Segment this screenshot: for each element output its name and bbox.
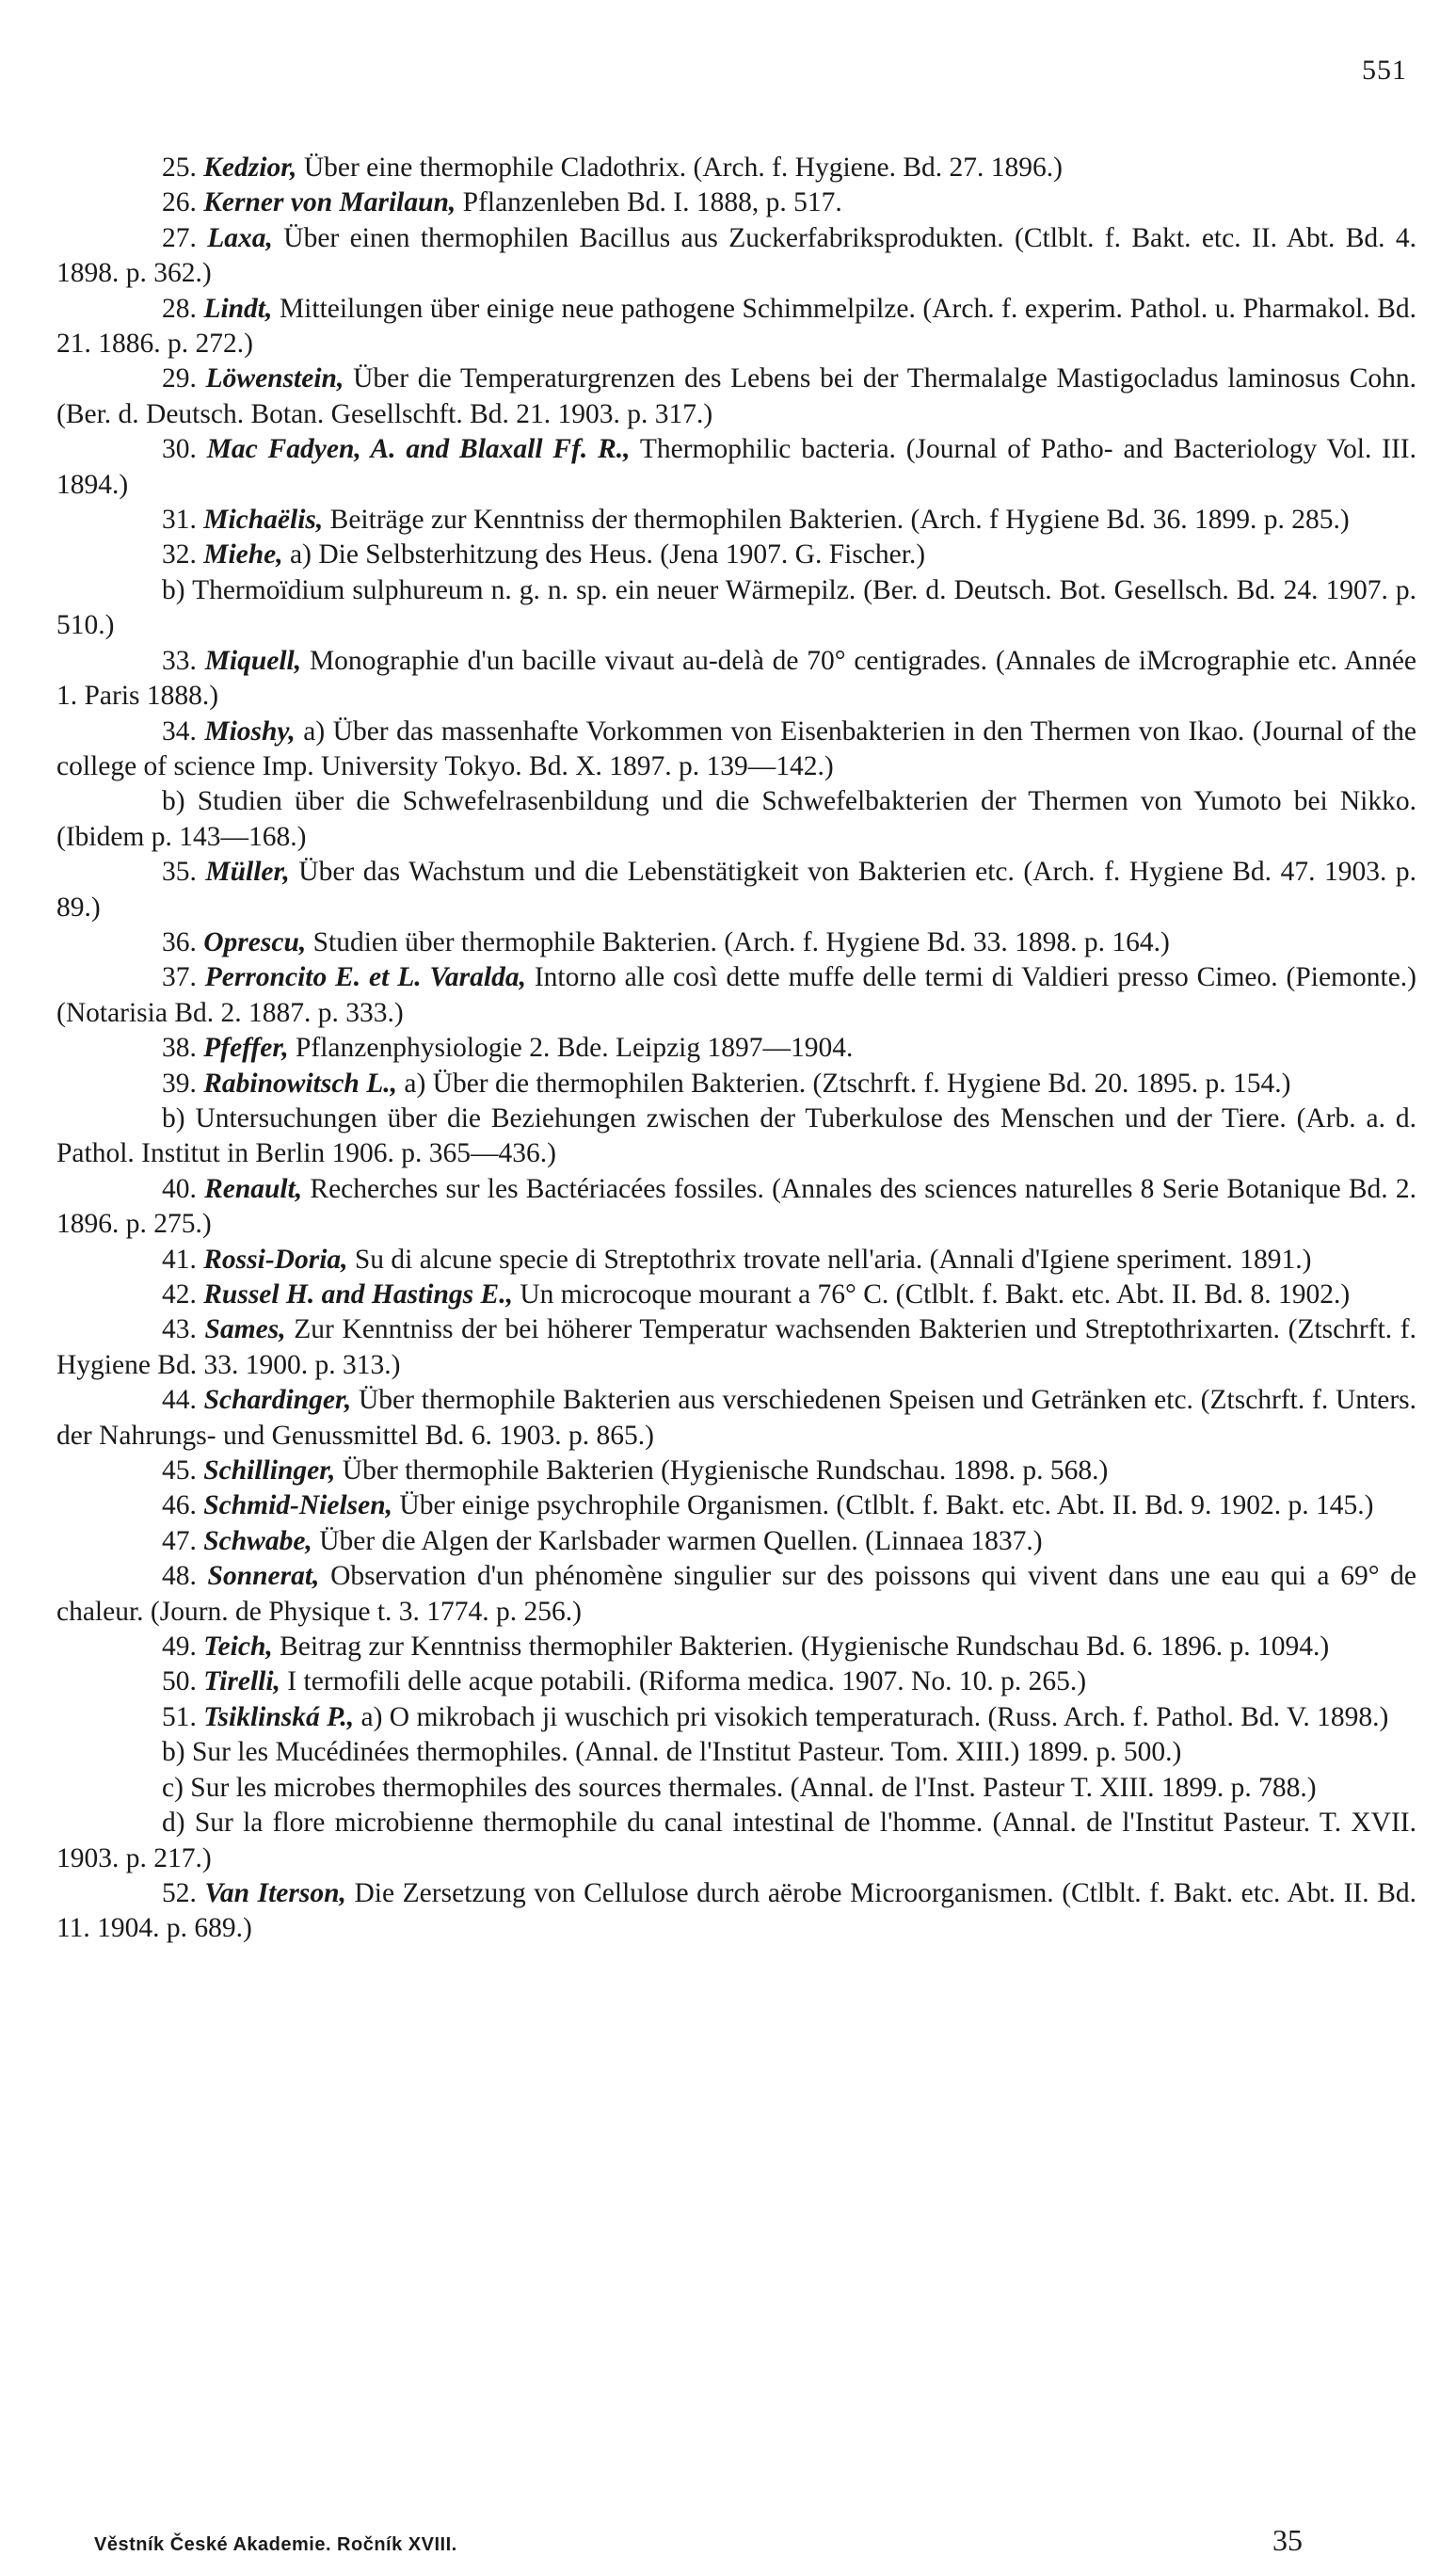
entry-number: 35. <box>162 857 197 888</box>
entry-text: I termofili delle acque potabili. (Riforma medica. 1907. No. 10. p. 265.) <box>280 1666 1087 1697</box>
entry-author: Tirelli, <box>203 1666 280 1697</box>
entry-text: Über thermophile Bakterien aus verschiedenen Speisen und Getränken etc. (Ztschrft. f. Unters. der Nahrungs- und Genussmittel Bd. 6. 1903. p. 865.) <box>56 1385 1416 1451</box>
entry-text: a) Über die thermophilen Bakterien. (Ztschrft. f. Hygiene Bd. 20. 1895. p. 154.) <box>396 1068 1291 1099</box>
bibliography-entry <box>56 1700 1416 1735</box>
bibliography-entry <box>56 362 1416 432</box>
entry-text: Über eine thermophile Cladothrix. (Arch. f. Hygiene. Bd. 27. 1896.) <box>296 153 1063 183</box>
entry-number: 26. <box>162 187 197 218</box>
entry-number: 44. <box>162 1385 197 1416</box>
bibliography-entry <box>56 1383 1416 1454</box>
entry-text: a) Über das massenhafte Vorkommen von Eisenbakterien in den Thermen von Ikao. (Journal of the college of science Imp. University Tokyo. Bd. X. 1897. p. 139—142.) <box>56 715 1417 781</box>
entry-text: Über die Algen der Karlsbader warmen Quellen. (Linnaea 1837.) <box>312 1525 1043 1556</box>
entry-text: b) Sur les Mucédinées thermophiles. (Annal. de l'Institut Pasteur. Tom. XIII.) 1899. p. 500.) <box>162 1737 1182 1768</box>
entry-author: Miehe, <box>203 539 283 571</box>
bibliography-entry <box>56 1243 1416 1278</box>
bibliography-subentry <box>56 1806 1416 1876</box>
bibliography-list <box>56 151 1416 1947</box>
entry-author: Miquell, <box>204 645 302 676</box>
entry-text: Pflanzenphysiologie 2. Bde. Leipzig 1897—1904. <box>288 1033 854 1064</box>
entry-author: Schwabe, <box>203 1525 312 1556</box>
entry-author: Sonnerat, <box>207 1561 320 1592</box>
entry-author: Lindt, <box>203 293 273 324</box>
bibliography-entry <box>56 221 1416 292</box>
entry-author: Sames, <box>204 1314 286 1345</box>
signature-mark: 35 <box>1272 2523 1303 2557</box>
entry-text: Über das Wachstum und die Lebenstätigkeit von Bakterien etc. (Arch. f. Hygiene Bd. 47. 1903. p. 89.) <box>56 857 1417 923</box>
entry-number: 29. <box>162 363 197 394</box>
bibliography-entry <box>56 538 1416 572</box>
entry-number: 48. <box>162 1561 197 1592</box>
bibliography-entry <box>56 1031 1416 1066</box>
entry-number: 30. <box>162 434 197 465</box>
entry-text: Über einige psychrophile Organismen. (Ctlblt. f. Bakt. etc. Abt. II. Bd. 9. 1902. p. 145.) <box>392 1490 1374 1521</box>
entry-author: Mioshy, <box>204 715 296 747</box>
entry-text: Monographie d'un bacille vivaut au-delà de 70° centigrades. (Annales de iMcrographie etc. Année 1. Paris 1888.) <box>56 645 1417 712</box>
entry-number: 28. <box>162 293 197 324</box>
entry-author: Michaëlis, <box>203 505 324 536</box>
entry-author: Rossi-Doria, <box>203 1244 348 1275</box>
bibliography-entry <box>56 1664 1416 1699</box>
entry-text: d) Sur la flore microbienne thermophile du canal intestinal de l'homme. (Annal. de l'Institut Pasteur. T. XVII. 1903. p. 217.) <box>56 1808 1416 1873</box>
entry-number: 39. <box>162 1068 197 1099</box>
entry-number: 36. <box>162 926 197 957</box>
entry-number: 43. <box>162 1314 197 1345</box>
bibliography-entry <box>56 1454 1416 1488</box>
entry-author: Renault, <box>204 1173 303 1204</box>
entry-number: 34. <box>162 715 197 747</box>
entry-text: Über die Temperaturgrenzen des Lebens bei der Thermalalge Mastigocladus laminosus Cohn. (Ber. d. Deutsch. Botan. Gesellschft. Bd. 21. 1903. p. 317.) <box>56 363 1417 429</box>
bibliography-subentry <box>56 1771 1416 1806</box>
bibliography-entry <box>56 855 1416 925</box>
entry-number: 40. <box>162 1173 197 1204</box>
bibliography-entry <box>56 925 1416 960</box>
entry-author: Müller, <box>205 857 290 888</box>
entry-text: Über einen thermophilen Bacillus aus Zuckerfabriksprodukten. (Ctlblt. f. Bakt. etc. II. Abt. Bd. 4. 1898. p. 362.) <box>56 222 1417 289</box>
bibliography-entry <box>56 1524 1416 1559</box>
entry-text: Mitteilungen über einige neue pathogene Schimmelpilze. (Arch. f. experim. Pathol. u. Pharmakol. Bd. 21. 1886. p. 272.) <box>56 293 1417 360</box>
bibliography-subentry <box>56 784 1416 855</box>
entry-author: Kerner von Marilaun, <box>203 187 456 218</box>
entry-text: Beiträge zur Kenntniss der thermophilen Bakterien. (Arch. f Hygiene Bd. 36. 1899. p. 285.) <box>323 505 1350 536</box>
entry-author: Russel H. and Hastings E., <box>203 1279 513 1310</box>
page-number: 551 <box>1362 55 1407 86</box>
entry-author: Schillinger, <box>203 1455 336 1487</box>
entry-number: 25. <box>162 153 197 183</box>
bibliography-entry <box>56 292 1416 362</box>
entry-author: Tsiklinská P., <box>203 1701 355 1732</box>
entry-number: 31. <box>162 505 197 536</box>
entry-text: Über thermophile Bakterien (Hygienische Rundschau. 1898. p. 568.) <box>335 1455 1109 1487</box>
entry-number: 52. <box>162 1877 197 1908</box>
entry-text: Intorno alle così dette muffe delle termi di Valdieri presso Cimeo. (Piemonte.) (Notarisia Bd. 2. 1887. p. 333.) <box>56 962 1416 1028</box>
bibliography-entry <box>56 960 1416 1031</box>
entry-text: a) O mikrobach ji wuschich pri visokich temperaturach. (Russ. Arch. f. Pathol. Bd. V. 1898.) <box>354 1701 1389 1732</box>
entry-number: 37. <box>162 962 197 993</box>
entry-text: Observation d'un phénomène singulier sur des poissons qui vivent dans une eau qui a 69° de chaleur. (Journ. de Physique t. 3. 1774. p. 256.) <box>56 1561 1416 1627</box>
entry-text: b) Thermoïdium sulphureum n. g. n. sp. ein neuer Wärmepilz. (Ber. d. Deutsch. Bot. Gesellsch. Bd. 24. 1907. p. 510.) <box>56 574 1416 641</box>
entry-author: Perroncito E. et L. Varalda, <box>204 962 526 993</box>
entry-number: 42. <box>162 1279 197 1310</box>
entry-text: b) Studien über die Schwefelrasenbildung und die Schwefelbakterien der Thermen von Yumoto bei Nikko. (Ibidem p. 143—168.) <box>56 786 1416 852</box>
entry-author: Schmid-Nielsen, <box>203 1490 393 1521</box>
entry-number: 33. <box>162 645 197 676</box>
entry-number: 50. <box>162 1666 197 1697</box>
entry-text: Thermophilic bacteria. (Journal of Patho- and Bacteriology Vol. III. 1894.) <box>56 434 1417 500</box>
bibliography-entry <box>56 432 1416 503</box>
bibliography-entry <box>56 1278 1416 1312</box>
entry-text: a) Die Selbsterhitzung des Heus. (Jena 1907. G. Fischer.) <box>282 539 926 571</box>
entry-text: Zur Kenntniss der bei höherer Temperatur wachsenden Bakterien und Streptothrixarten. (Ztschrft. f. Hygiene Bd. 33. 1900. p. 313.) <box>56 1314 1417 1380</box>
bibliography-subentry <box>56 1101 1416 1172</box>
entry-author: Kedzior, <box>203 153 297 183</box>
journal-footer: Věstník České Akademie. Ročník XVIII. <box>94 2534 457 2555</box>
bibliography-entry <box>56 185 1416 220</box>
entry-text: b) Untersuchungen über die Beziehungen zwischen der Tuberkulose des Menschen und der Tiere. (Arb. a. d. Pathol. Institut in Berlin 1906. p. 365—436.) <box>56 1102 1416 1169</box>
bibliography-entry <box>56 1559 1416 1630</box>
entry-author: Schardinger, <box>203 1385 352 1416</box>
bibliography-entry <box>56 1876 1416 1947</box>
bibliography-entry <box>56 644 1416 715</box>
entry-author: Oprescu, <box>203 926 307 957</box>
entry-number: 45. <box>162 1455 197 1487</box>
bibliography-entry <box>56 1067 1416 1101</box>
entry-number: 51. <box>162 1701 197 1732</box>
bibliography-entry <box>56 715 1416 785</box>
entry-number: 32. <box>162 539 197 571</box>
bibliography-entry <box>56 1488 1416 1523</box>
bibliography-subentry <box>56 1735 1416 1770</box>
bibliography-subentry <box>56 573 1416 644</box>
entry-number: 41. <box>162 1244 197 1275</box>
entry-author: Teich, <box>203 1632 273 1663</box>
bibliography-entry <box>56 151 1416 185</box>
entry-text: Beitrag zur Kenntniss thermophiler Bakterien. (Hygienische Rundschau Bd. 6. 1896. p. 1094.) <box>272 1632 1330 1663</box>
bibliography-entry <box>56 1630 1416 1664</box>
entry-author: Mac Fadyen, A. and Blaxall Ff. R., <box>206 434 631 465</box>
entry-text: Die Zersetzung von Cellulose durch aërobe Microorganismen. (Ctlblt. f. Bakt. etc. Abt. II. Bd. 11. 1904. p. 689.) <box>56 1877 1417 1944</box>
entry-author: Laxa, <box>207 222 273 253</box>
entry-author: Pfeffer, <box>203 1033 289 1064</box>
entry-text: Recherches sur les Bactériacées fossiles. (Annales des sciences naturelles 8 Serie Botanique Bd. 2. 1896. p. 275.) <box>56 1173 1416 1240</box>
entry-text: Studien über thermophile Bakterien. (Arch. f. Hygiene Bd. 33. 1898. p. 164.) <box>306 926 1170 957</box>
bibliography-entry <box>56 503 1416 538</box>
entry-text: Pflanzenleben Bd. I. 1888, p. 517. <box>456 187 842 218</box>
entry-number: 46. <box>162 1490 197 1521</box>
entry-text: Un microcoque mourant a 76° C. (Ctlblt. f. Bakt. etc. Abt. II. Bd. 8. 1902.) <box>512 1279 1351 1310</box>
bibliography-entry <box>56 1172 1416 1243</box>
entry-text: c) Sur les microbes thermophiles des sources thermales. (Annal. de l'Inst. Pasteur T. XIII. 1899. p. 788.) <box>162 1772 1317 1803</box>
entry-author: Rabinowitsch L., <box>203 1068 397 1099</box>
entry-author: Van Iterson, <box>204 1877 346 1908</box>
entry-author: Löwenstein, <box>205 363 344 394</box>
entry-text: Su di alcune specie di Streptothrix trovate nell'aria. (Annali d'Igiene speriment. 1891.) <box>347 1244 1312 1275</box>
entry-number: 38. <box>162 1033 197 1064</box>
entry-number: 47. <box>162 1525 197 1556</box>
bibliography-entry <box>56 1312 1416 1383</box>
entry-number: 27. <box>162 222 197 253</box>
entry-number: 49. <box>162 1632 197 1663</box>
